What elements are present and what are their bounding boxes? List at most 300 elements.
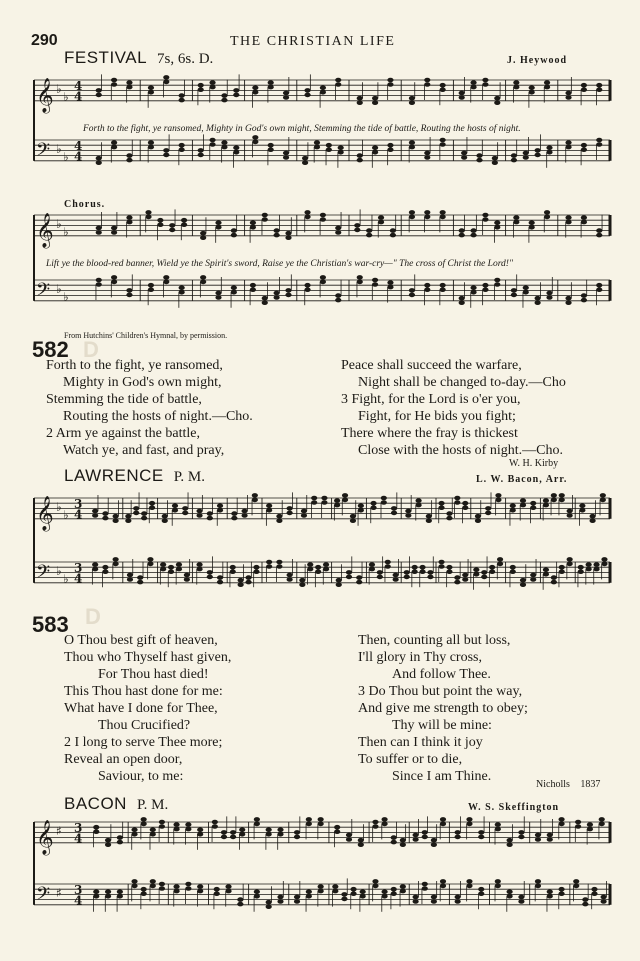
note-head [387, 280, 393, 285]
hymn-year: 1837 [580, 779, 601, 790]
note-head [131, 884, 137, 889]
verse-line: Forth to the fight, ye ransomed, [46, 358, 223, 373]
note-head [440, 283, 446, 288]
verse-line: Thou who Thyself hast given, [64, 650, 232, 665]
library-stamp: D [83, 337, 99, 362]
note-head [358, 838, 364, 843]
note-head [475, 514, 481, 519]
note-head [497, 557, 503, 562]
note-head [601, 557, 607, 562]
note-head [581, 220, 587, 225]
note-head [424, 210, 430, 215]
note-head [466, 879, 472, 884]
note-head [586, 567, 592, 572]
note-head [393, 577, 399, 582]
note-head [601, 899, 607, 904]
note-head [96, 282, 102, 287]
note-head [301, 509, 307, 514]
note-head [454, 496, 460, 501]
note-head [558, 891, 564, 896]
note-head [462, 577, 468, 582]
note-head [400, 842, 406, 847]
note-head [231, 516, 237, 521]
note-head [182, 506, 188, 511]
time-signature: 3 [74, 496, 83, 511]
library-stamp: D [85, 604, 101, 629]
note-head [591, 887, 597, 892]
note-head [96, 93, 102, 98]
music-system [0, 484, 640, 616]
note-head [586, 562, 592, 567]
note-head [274, 228, 280, 233]
note-head [485, 506, 491, 511]
note-head [424, 155, 430, 160]
note-head [481, 570, 487, 575]
note-head [332, 884, 338, 889]
note-head [381, 822, 387, 827]
note-head [350, 514, 356, 519]
note-head [495, 493, 501, 498]
note-head [470, 80, 476, 85]
note-head [372, 146, 378, 151]
verse-line: And give me strength to obey; [358, 701, 528, 716]
note-head [378, 215, 384, 220]
note-head [459, 296, 465, 301]
note-head [341, 897, 347, 902]
note-head [302, 160, 308, 165]
verse-line: Then, counting all but loss, [358, 633, 511, 648]
note-head [209, 138, 215, 143]
note-head [338, 150, 344, 155]
note-head [268, 143, 274, 148]
note-head [185, 882, 191, 887]
note-head [320, 275, 326, 280]
note-head [492, 156, 498, 161]
note-head [238, 582, 244, 587]
note-head [173, 827, 179, 832]
time-signature: 4 [74, 149, 83, 164]
note-head [198, 87, 204, 92]
note-head [405, 513, 411, 518]
note-head [346, 837, 352, 842]
note-head [287, 577, 293, 582]
tune-name: LAWRENCE [64, 466, 164, 485]
note-head [400, 884, 406, 889]
note-head [318, 822, 324, 827]
note-head [149, 505, 155, 510]
note-head [126, 153, 132, 158]
note-head [266, 828, 272, 833]
note-head [593, 562, 599, 567]
tune-name: FESTIVAL [64, 48, 148, 67]
note-head [476, 153, 482, 158]
note-head [582, 897, 588, 902]
note-head [252, 86, 258, 91]
note-head [163, 280, 169, 285]
note-head [126, 220, 132, 225]
verse-line: 3 Do Thou but point the way, [358, 684, 523, 699]
note-head [370, 501, 376, 506]
note-head [357, 275, 363, 280]
note-head [266, 564, 272, 569]
note-head [459, 228, 465, 233]
note-head [294, 895, 300, 900]
note-head [185, 886, 191, 891]
note-head [302, 156, 308, 161]
hymn-author: W. H. Kirby [509, 458, 559, 469]
note-head [111, 145, 117, 150]
note-head [212, 820, 218, 825]
note-head [511, 158, 517, 163]
note-head [494, 278, 500, 283]
note-head [252, 140, 258, 145]
note-head [196, 562, 202, 567]
note-head [148, 287, 154, 292]
note-head [231, 290, 237, 295]
note-head [149, 501, 155, 506]
note-head [581, 298, 587, 303]
note-head [197, 884, 203, 889]
note-head [404, 570, 410, 575]
note-head [131, 879, 137, 884]
note-head [596, 287, 602, 292]
note-head [596, 138, 602, 143]
note-head [535, 300, 541, 305]
note-head [413, 837, 419, 842]
verse-line: Saviour, to me: [98, 769, 184, 784]
note-head [346, 833, 352, 838]
note-head [239, 828, 245, 833]
note-head [304, 210, 310, 215]
note-head [252, 90, 258, 95]
note-head [197, 828, 203, 833]
time-signature: 4 [74, 571, 83, 586]
note-head [320, 86, 326, 91]
note-head [476, 158, 482, 163]
note-head [262, 213, 268, 218]
note-head [354, 228, 360, 233]
note-head [200, 235, 206, 240]
note-head [507, 842, 513, 847]
note-head [422, 886, 428, 891]
note-head [482, 78, 488, 83]
note-head [559, 493, 565, 498]
note-head [372, 824, 378, 829]
note-head [601, 562, 607, 567]
hymn-582-column-2 [341, 357, 566, 459]
note-head [221, 140, 227, 145]
note-head [567, 509, 573, 514]
note-head [518, 899, 524, 904]
note-head [304, 88, 310, 93]
note-head [579, 508, 585, 513]
note-head [391, 840, 397, 845]
note-head [419, 569, 425, 574]
note-head [387, 143, 393, 148]
note-head [438, 564, 444, 569]
note-head [565, 95, 571, 100]
note-head [215, 291, 221, 296]
note-head [262, 217, 268, 222]
note-head [160, 562, 166, 567]
note-head [157, 222, 163, 227]
note-head [513, 85, 519, 90]
note-head [145, 215, 151, 220]
note-head [111, 82, 117, 87]
note-head [544, 215, 550, 220]
note-head [148, 140, 154, 145]
note-head [105, 838, 111, 843]
bass-clef-icon: 𝄢 [36, 279, 51, 305]
note-head [409, 210, 415, 215]
note-head [301, 513, 307, 518]
note-head [162, 514, 168, 519]
note-head [559, 498, 565, 503]
note-head [357, 280, 363, 285]
note-head [470, 228, 476, 233]
note-head [254, 822, 260, 827]
note-head [530, 505, 536, 510]
note-head [96, 226, 102, 231]
note-head [225, 889, 231, 894]
verse-line: 2 I long to serve Thee more; [64, 735, 223, 750]
note-head [461, 155, 467, 160]
note-head [462, 505, 468, 510]
note-head [387, 147, 393, 152]
note-head [431, 899, 437, 904]
note-head [237, 897, 243, 902]
note-head [127, 577, 133, 582]
note-head [182, 511, 188, 516]
note-head [334, 825, 340, 830]
note-head [173, 822, 179, 827]
tune-title-lawrence [64, 466, 205, 486]
note-head [409, 288, 415, 293]
note-head [262, 300, 268, 305]
note-head [336, 578, 342, 583]
note-head [424, 78, 430, 83]
note-head [163, 75, 169, 80]
time-signature: 3 [74, 820, 83, 835]
note-head [481, 575, 487, 580]
note-head [173, 884, 179, 889]
note-head [424, 151, 430, 156]
note-head [179, 93, 185, 98]
note-head [543, 498, 549, 503]
key-signature-icon: ♯ [56, 886, 62, 900]
key-signature-icon: ♭ [56, 282, 62, 296]
note-head [520, 578, 526, 583]
note-head [207, 516, 213, 521]
verse-line: Fight, for He bids you fight; [358, 409, 516, 424]
note-head [131, 828, 137, 833]
note-head [590, 518, 596, 523]
note-head [96, 160, 102, 165]
note-head [230, 835, 236, 840]
note-head [466, 822, 472, 827]
note-head [495, 822, 501, 827]
note-head [409, 140, 415, 145]
note-head [440, 287, 446, 292]
note-head [148, 145, 154, 150]
verse-line: 2 Arm ye against the battle, [46, 426, 200, 441]
note-head [427, 575, 433, 580]
note-head [489, 569, 495, 574]
note-head [250, 221, 256, 226]
note-head [372, 278, 378, 283]
note-head [209, 142, 215, 147]
note-head [535, 833, 541, 838]
note-head [169, 223, 175, 228]
note-head [163, 80, 169, 85]
note-head [92, 567, 98, 572]
note-head [318, 817, 324, 822]
hymn-attribution [536, 779, 600, 790]
tune-name: BACON [64, 794, 127, 813]
note-head [141, 822, 147, 827]
running-head: THE CHRISTIAN LIFE [230, 34, 396, 49]
hymn-582-column-1 [46, 357, 253, 459]
note-head [334, 503, 340, 508]
note-head [163, 275, 169, 280]
note-head [111, 140, 117, 145]
note-head [185, 822, 191, 827]
note-head [455, 899, 461, 904]
note-head [390, 233, 396, 238]
note-head [551, 493, 557, 498]
note-head [111, 280, 117, 285]
note-head [268, 147, 274, 152]
note-head [366, 228, 372, 233]
note-head [454, 580, 460, 585]
note-head [141, 516, 147, 521]
note-head [387, 78, 393, 83]
note-head [159, 824, 165, 829]
note-head [168, 569, 174, 574]
note-head [372, 282, 378, 287]
note-head [575, 820, 581, 825]
key-signature-icon: ♭ [56, 564, 62, 578]
note-head [268, 80, 274, 85]
note-head [466, 884, 472, 889]
note-head [422, 830, 428, 835]
note-head [387, 285, 393, 290]
note-head [217, 508, 223, 513]
note-head [93, 894, 99, 899]
note-head [535, 879, 541, 884]
note-head [596, 283, 602, 288]
note-head [126, 293, 132, 298]
note-head [455, 895, 461, 900]
note-head [578, 569, 584, 574]
note-head [473, 568, 479, 573]
note-head [242, 513, 248, 518]
note-head [581, 293, 587, 298]
note-head [440, 822, 446, 827]
note-head [266, 904, 272, 909]
note-head [341, 892, 347, 897]
note-head [400, 838, 406, 843]
time-signature: 3 [74, 882, 83, 897]
note-head [547, 833, 553, 838]
note-head [335, 82, 341, 87]
key-signature-icon: ♭ [63, 507, 69, 522]
note-head [133, 511, 139, 516]
note-head [277, 895, 283, 900]
note-head [523, 151, 529, 156]
note-head [412, 565, 418, 570]
verse-line: For Thou hast died! [98, 667, 209, 682]
note-head [513, 220, 519, 225]
note-head [535, 296, 541, 301]
note-head [357, 153, 363, 158]
note-head [230, 569, 236, 574]
note-head [320, 213, 326, 218]
note-head [357, 100, 363, 105]
note-head [587, 827, 593, 832]
note-head [350, 891, 356, 896]
note-head [159, 886, 165, 891]
note-head [455, 830, 461, 835]
note-head [335, 226, 341, 231]
verse-line: Watch ye, and fast, and pray, [63, 443, 225, 458]
note-head [96, 278, 102, 283]
note-head [544, 80, 550, 85]
note-head [357, 96, 363, 101]
note-head [495, 884, 501, 889]
note-head [385, 564, 391, 569]
bass-clef-icon: 𝄢 [36, 561, 51, 587]
note-head [318, 884, 324, 889]
note-head [169, 228, 175, 233]
note-head [318, 889, 324, 894]
note-head [176, 567, 182, 572]
note-head [287, 573, 293, 578]
note-head [141, 511, 147, 516]
tune-composer: W. S. Skeffington [468, 802, 560, 813]
note-head [323, 567, 329, 572]
note-head [381, 496, 387, 501]
note-head [350, 518, 356, 523]
note-head [372, 879, 378, 884]
note-head [172, 504, 178, 509]
hymn-author: Nicholls [536, 779, 570, 790]
note-head [520, 503, 526, 508]
note-head [148, 283, 154, 288]
note-head [198, 153, 204, 158]
note-head [440, 215, 446, 220]
note-head [489, 565, 495, 570]
note-head [492, 160, 498, 165]
note-head [518, 835, 524, 840]
note-head [535, 837, 541, 842]
note-head [596, 233, 602, 238]
note-head [214, 887, 220, 892]
note-head [252, 135, 258, 140]
note-head [372, 100, 378, 105]
note-head [535, 153, 541, 158]
note-head [431, 895, 437, 900]
note-head [494, 225, 500, 230]
note-head [446, 516, 452, 521]
note-head [346, 575, 352, 580]
note-head [311, 500, 317, 505]
tune-meter: P. M. [136, 797, 169, 813]
note-head [336, 582, 342, 587]
verse-line: Thou Crucified? [98, 718, 191, 733]
note-head [266, 900, 272, 905]
note-head [513, 215, 519, 220]
